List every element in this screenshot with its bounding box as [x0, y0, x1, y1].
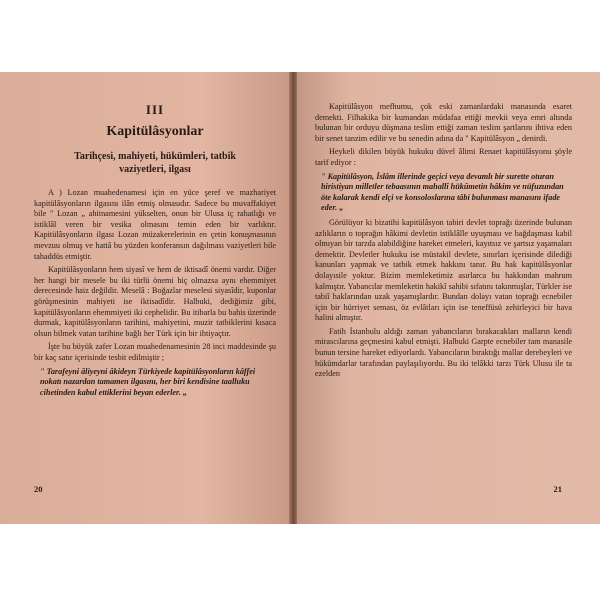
- paragraph: Kapitülâsyon mefhumu, çok eski zamanlardaki manasında esaret demekti. Filhakika bir kumandan müdafaa ettiği mevkii veya emri altında bulunan bir orduyu düşmana teslim ettiği zaman teslim şartlarını ihtiva eden bir senet tanzim edilir ve bu senedin adına da " Kapitülâsyon „ denirdi.: [315, 102, 572, 143]
- open-book: [0, 72, 600, 524]
- paragraph: A ) Lozan muahedenamesi için en yüce şeref ve mazhariyet kapitülâsyonların ilgasını ilân etmiş olmasıdır. Sadece bu muvaffakiyet bile " Lozan „ ahitnamesini yükselten, onun bir Ulusa iç rahatlığı ve istiklâl veren bir vesika olmasını temin eden bir varlıktır. Kapitülâsyonların ilgası Lozan müzakerelerinin en çetin konuşmasının mevzuu olmuş ve hattâ bu yüzden konferansın dağılması vaziyetleri bile tahaddüs etmiştir.: [34, 188, 276, 261]
- paragraph: Kapitülâsyonların hem siyasî ve hem de iktisadî önemi vardır. Diğer her hangi bir mesele bu iki türlü önemi hiç olmazsa aynı ehemmiyet derecesinde haiz değildir. Meselâ : Boğazlar meselesi siyasîdir, kuponlar görüşmesinin mahiyeti ise iktisadîdir. Halbuki, dediğimiz gibi, kapitülâsyonların ehemmiyeti iki cephelidir. Bu itibarla bu bahis üzerinde durmak, kapitülâsyonların tarihini, mahiyetini, muzir tatbiklerini kısaca olsun bilmek vatan tarihine bağlı her Türk için bir ihtiyaçtır.: [34, 265, 276, 338]
- paragraph: İşte bu büyük zafer Lozan muahedenamesinin 28 inci maddesinde şu bir kaç satır içerisinde tesbit edilmiştir ;: [34, 342, 276, 362]
- chapter-number: III: [145, 102, 165, 117]
- paragraph: Fatih İstanbulu aldığı zaman yabancıların bırakacakları malların kendi mirascılarına geçmesini kabul etmişti. Halbuki Garpte ecnebiler tam manasile bunun tersine hareket ediyorlardı. Yabancıların bıraktığı mallar derebeyleri ve hükümdarlar tarafından paylaşılıyordu. Bu iki telâkki tarzı Türk Ulusu ile ta ezelden: [315, 326, 572, 379]
- chapter-title: Kapitülâsyonlar: [106, 124, 204, 139]
- subtitle-line-1: Tarihçesi, mahiyeti, hükümleri, tatbik: [74, 151, 236, 162]
- definition-quote: " Kapitülâsyon, İslâm illerinde geçici veya devamlı bir surette oturan hiristiyan milletler tebaasının mahallî hükûmetin hâkim ve nüfuzundan öte kalarak kendi elçi ve konsoloslarına tâbi bulunması manasını ifade eder. „: [321, 171, 564, 213]
- subtitle-line-2: vaziyetleri, ilgası: [119, 164, 191, 175]
- chapter-subtitle: [34, 150, 276, 176]
- paragraph: Görülüyor ki bizatihi kapitülâsyon tabiri devlet toprağı üzerinde bulunan azlıkların o toprağın hâkimi devletin istiklâlle uyuşması ve bağdaşması kabil olmıyan bir tarzda alabildiğine hareket etmeleri, kayıtsız ve şartsız yaşamaları demektir. Devletler hukuku ise müstakil devlete, sınırları içerisinde dilediği kanunları yapmak ve tatbik etmek hakkını tanır. Bu hak kapitülâsyonlar dolayısile yoktur. Bizim memleketimiz asırlarca bu hakkından mahrum kalmıştır. Yabancılar memleketin hakikî sahibi sıfatını takınmışlar, Türkler ise tabiî haklarından uzak yaşamışlardır. Bundan dolayı vatan toprağı ecnebiler için bir hürriyet seması, öz evlâtları için ise teneffüsü zehirleyici bir hava halini almıştır.: [315, 217, 572, 323]
- right-page: [297, 72, 600, 524]
- left-page: [0, 72, 290, 524]
- page-number-right: 21: [553, 484, 562, 494]
- paragraph: Heykeli dikilen büyük hukuku düvel âlimi Renaet kapitülâsyonu şöyle tarif ediyor :: [315, 147, 572, 167]
- treaty-quote: " Tarafeyni âliyeyni âkideyn Türkiyede kapitülâsyonların kâffei nokatı nazardan tamamen ilgasını, her biri kendisine taalluku cihetinden kabul ettiklerini beyan ederler. „: [40, 366, 256, 397]
- page-number-left: 20: [34, 484, 43, 494]
